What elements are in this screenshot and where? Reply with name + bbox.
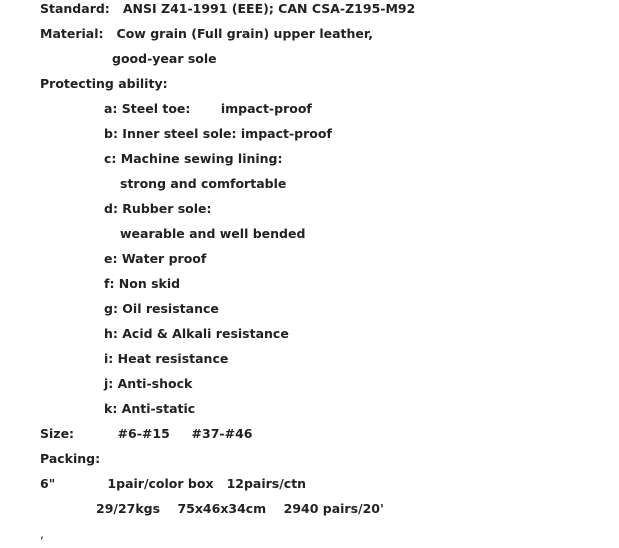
packing-line-1: 6" 1pair/color box 12pairs/ctn [40,476,307,491]
standard-line: Standard: ANSI Z41-1991 (EEE); CAN CSA-Z195-M92 [40,1,416,16]
trailing-comma: , [40,526,44,541]
protect-item-j: j: Anti-shock [104,376,193,391]
packing-line-2: 29/27kgs 75x46x34cm 2940 pairs/20' [96,501,384,516]
material-line: Material: Cow grain (Full grain) upper leather, [40,26,373,41]
protect-item-h: h: Acid & Alkali resistance [104,326,289,341]
size-line: Size: #6-#15 #37-#46 [40,426,253,441]
protect-item-e: e: Water proof [104,251,207,266]
protect-item-i: i: Heat resistance [104,351,229,366]
protect-item-k: k: Anti-static [104,401,196,416]
protect-item-a: a: Steel toe: impact-proof [104,101,312,116]
material-line-continued: good-year sole [112,51,217,66]
protect-item-d: d: Rubber sole: [104,201,212,216]
packing-heading: Packing: [40,451,101,466]
protect-item-d-detail: wearable and well bended [120,226,306,241]
protect-item-b: b: Inner steel sole: impact-proof [104,126,332,141]
protecting-ability-heading: Protecting ability: [40,76,168,91]
protect-item-c: c: Machine sewing lining: [104,151,283,166]
protect-item-g: g: Oil resistance [104,301,219,316]
protect-item-f: f: Non skid [104,276,181,291]
protect-item-c-detail: strong and comfortable [120,176,287,191]
